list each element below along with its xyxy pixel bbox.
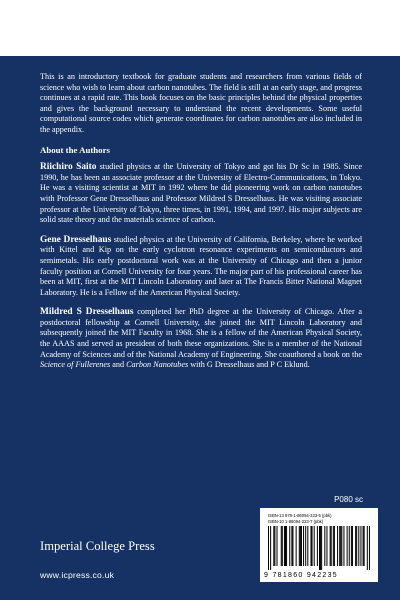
- barcode-bar: [363, 526, 364, 566]
- barcode-bar: [301, 526, 302, 566]
- barcode-bar: [284, 526, 285, 566]
- author-name: Mildred S Dresselhaus: [40, 307, 134, 318]
- barcode-bar: [289, 526, 290, 566]
- isbn-13-label: ISBN-13 978-1-86094-223-5 (pbk): [268, 513, 332, 518]
- barcode-bar: [320, 526, 321, 570]
- barcode-bar: [364, 526, 365, 566]
- barcode-bar: [326, 526, 327, 566]
- barcode-bar: [300, 526, 301, 566]
- barcode-bar: [292, 526, 293, 566]
- barcode-bar: [340, 526, 341, 566]
- publisher-name: Imperial College Press: [40, 539, 155, 553]
- book-title-nanotubes: Carbon Nanotubes: [126, 360, 189, 370]
- barcode-bar: [331, 526, 332, 566]
- barcode-bar: [343, 526, 344, 566]
- barcode-bar: [352, 526, 353, 566]
- barcode-panel: [260, 508, 378, 582]
- barcode-bar: [273, 526, 274, 566]
- intro-paragraph: This is an introductory textbook for graduate students and researchers from various fields of science who wish to learn about carbon nanotubes. The field is still at an early stage, and progress continues at a rapid rate. This book focuses on the basic principles behind the physical properties and gives the background necessary to understand the recent developments. Some useful computational source codes which generate coordinates for carbon nanotubes are also included in the appendix.: [40, 72, 362, 134]
- barcode-bar: [356, 526, 357, 566]
- author-name: Gene Dresselhaus: [40, 234, 112, 245]
- barcode-bar: [355, 526, 356, 566]
- barcode-icon: [268, 526, 370, 570]
- publisher-url[interactable]: www.icpress.co.uk: [40, 570, 115, 580]
- barcode-bar: [286, 526, 287, 566]
- barcode-bar: [360, 526, 361, 566]
- barcode-bar: [337, 526, 338, 566]
- author-bio-text: studied physics at the University of Tokyo and got his Dr Sc in 1985. Since 1990, he has been an associate professor at the University of Electro-Communications, in Tokyo. He was a visiting scientist at MIT in 1992 where he did pioneering work on carbon nanotubes with Professor Gene Dresselhaus and Professor Mildred S Dresselhaus. He was visiting associate professor at the University of Tokyo, three times, in 1991, 1994, and 1997. His major subjects are solid state theory and the materials science of carbon.: [40, 162, 362, 225]
- cover-text: [40, 72, 362, 380]
- barcode-bar: [334, 526, 335, 566]
- barcode-bar: [274, 526, 275, 566]
- isbn-10-label: ISBN-10 1-86094-223-7 (pbk): [268, 519, 324, 524]
- barcode-bar: [317, 526, 318, 566]
- author-bio-text: studied physics at the University of California, Berkeley, where he worked with Kittel and Kip on the early cyclotron resonance experiments on semiconductors and semimetals. His early postdoctoral work was at the University of Chicago and then a junior faculty position at Cornell University for four years. The major part of his professional career has been at MIT, first at the MIT Lincoln Laboratory and later at The Francis Bitter National Magnet Laboratory. He is a Fellow of the American Physical Society.: [40, 234, 362, 297]
- barcode-bar: [307, 526, 308, 566]
- author-bio-g-dresselhaus: [40, 235, 362, 299]
- barcode-bar: [341, 526, 342, 566]
- barcode-bar: [281, 526, 282, 566]
- barcode-bar: [324, 526, 325, 566]
- barcode-bar: [330, 526, 331, 566]
- barcode-bar: [303, 526, 304, 566]
- book-title-fullerenes: Science of Fullerenes: [40, 360, 111, 370]
- about-authors-heading: About the Authors: [40, 144, 110, 155]
- author-bio-m-dresselhaus: [40, 307, 362, 371]
- barcode-bar: [299, 526, 300, 566]
- barcode-bar: [296, 526, 297, 566]
- barcode-bar: [291, 526, 292, 566]
- author-bio-text-tail: with G Dresselhaus and P C Eklund.: [188, 360, 310, 370]
- barcode-bar: [270, 526, 271, 570]
- barcode-bar: [349, 526, 350, 566]
- barcode-bar: [367, 526, 368, 570]
- barcode-bar: [268, 526, 269, 570]
- author-bio-saito: [40, 162, 362, 226]
- barcode-bar: [282, 526, 283, 566]
- barcode-number: 9 781860 942235: [264, 572, 338, 579]
- barcode-bar: [319, 526, 320, 570]
- barcode-bar: [351, 526, 352, 566]
- barcode-bar: [277, 526, 278, 566]
- author-name: Riichiro Saito: [40, 162, 97, 173]
- barcode-bar: [339, 526, 340, 566]
- barcode-bar: [321, 526, 322, 570]
- top-white-band: [0, 0, 400, 56]
- author-bio-text-mid: and: [110, 360, 127, 370]
- barcode-bar: [285, 526, 286, 566]
- barcode-bar: [333, 526, 334, 566]
- barcode-bar: [314, 526, 315, 566]
- price-code: P080 sc: [334, 495, 363, 504]
- barcode-bar: [347, 526, 348, 566]
- barcode-bar: [311, 526, 312, 566]
- barcode-bar: [369, 526, 370, 570]
- author-bio-text: completed her PhD degree at the University of Chicago. After a postdoctoral fellowship at Cornell University, she joined the MIT Lincoln Laboratory and subsequently joined the MIT Faculty in 1968. She is a fellow of the American Physical Society, the AAAS and served as president of both these organizations. She is a member of the National Academy of Sciences and of the National Academy of Engineering. She coauthored a book on the: [40, 307, 362, 359]
- barcode-bar: [358, 526, 359, 566]
- barcode-bar: [305, 526, 306, 566]
- barcode-bar: [312, 526, 313, 566]
